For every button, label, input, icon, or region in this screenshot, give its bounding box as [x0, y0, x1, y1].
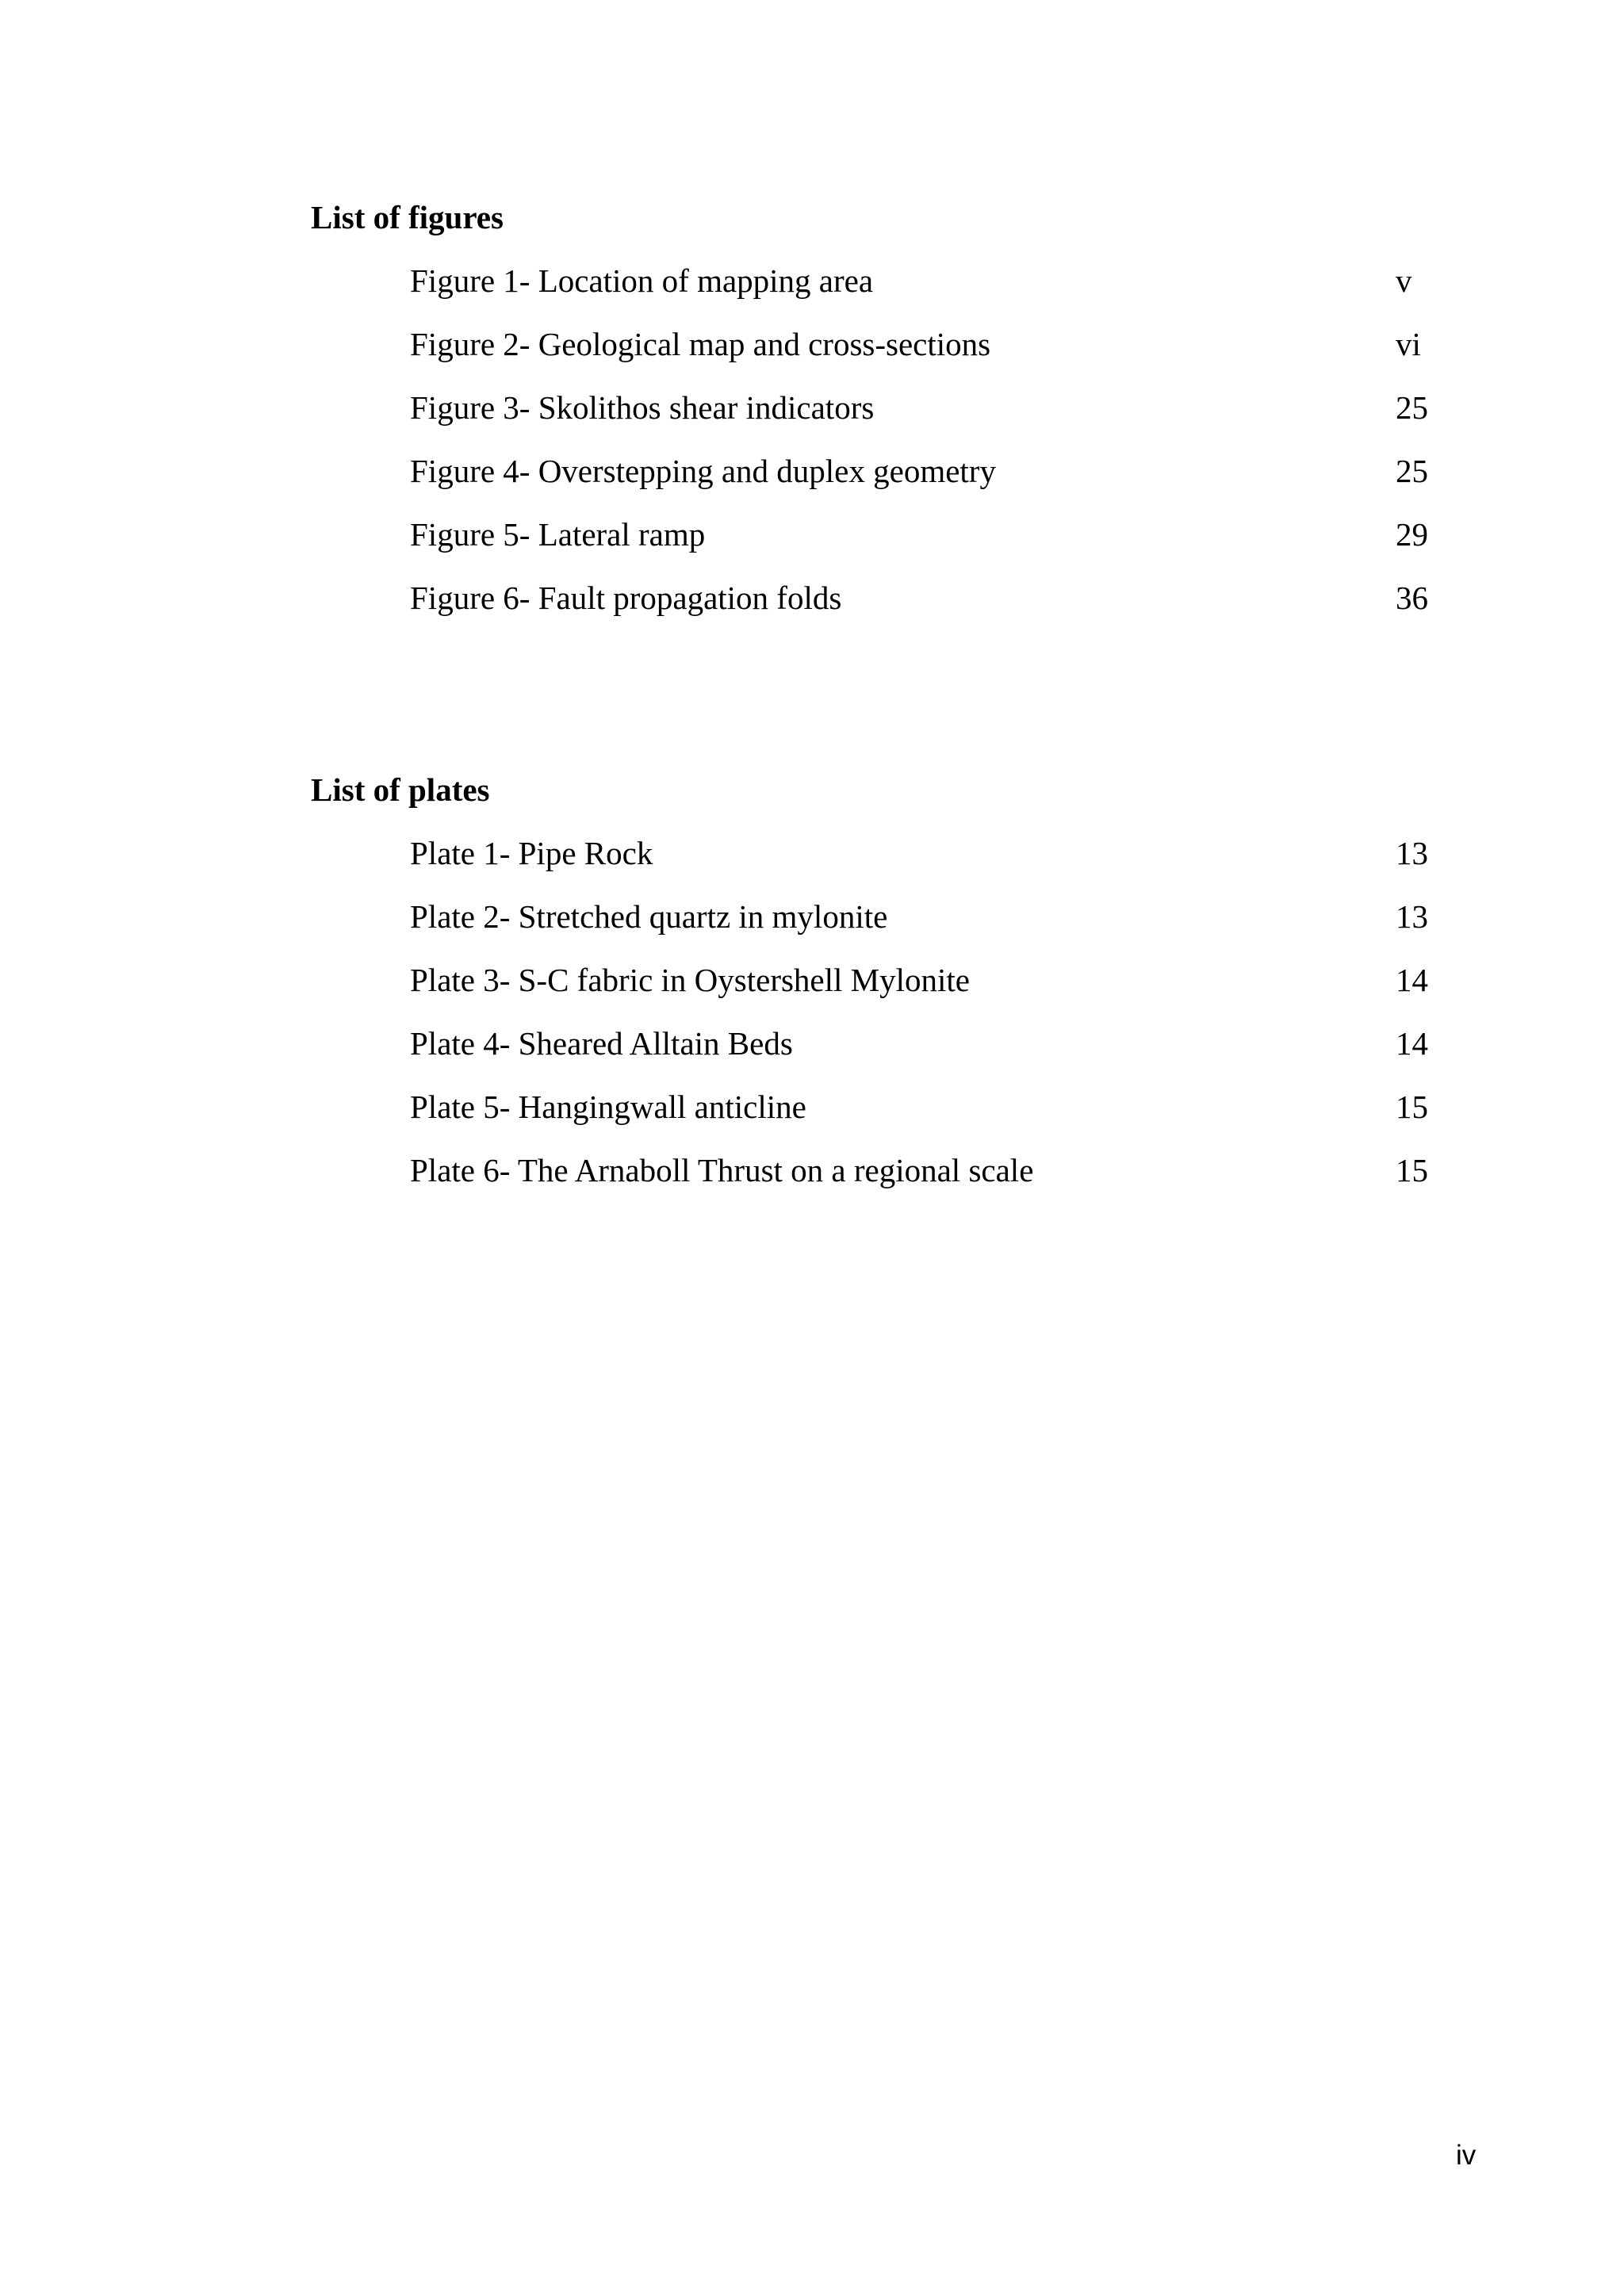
entry-label: Figure 4- Overstepping and duplex geometry [410, 453, 996, 489]
entry-page-number: 14 [1396, 1025, 1428, 1062]
plate-entry [311, 829, 1437, 893]
plates-heading: List of plates [311, 771, 490, 808]
list-of-figures [311, 193, 1437, 637]
figure-entry [311, 384, 1437, 447]
plates-list [311, 829, 1437, 1210]
plate-entry [311, 1083, 1437, 1146]
entry-page-number: v [1396, 262, 1412, 299]
figure-entry [311, 320, 1437, 384]
figure-entry [311, 447, 1437, 511]
entry-page-number: 29 [1396, 516, 1428, 553]
plate-entry [311, 1146, 1437, 1210]
figures-list [311, 257, 1437, 637]
entry-label: Plate 5- Hangingwall anticline [410, 1089, 806, 1125]
figure-entry [311, 511, 1437, 574]
entry-page-number: 25 [1396, 453, 1428, 489]
entry-page-number: 36 [1396, 580, 1428, 616]
plate-entry [311, 1020, 1437, 1083]
entry-page-number: 25 [1396, 389, 1428, 426]
plate-entry [311, 956, 1437, 1020]
entry-label: Plate 3- S-C fabric in Oystershell Mylonite [410, 962, 970, 998]
entry-page-number: 13 [1396, 835, 1428, 871]
list-of-plates [311, 766, 1437, 1210]
figure-entry [311, 574, 1437, 637]
figure-entry [311, 257, 1437, 320]
entry-label: Plate 1- Pipe Rock [410, 835, 653, 871]
entry-label: Plate 2- Stretched quartz in mylonite [410, 898, 888, 935]
entry-label: Plate 6- The Arnaboll Thrust on a regional scale [410, 1152, 1034, 1188]
entry-label: Plate 4- Sheared Alltain Beds [410, 1025, 793, 1062]
entry-page-number: 13 [1396, 898, 1428, 935]
figures-heading: List of figures [311, 199, 504, 235]
entry-page-number: 15 [1396, 1152, 1428, 1188]
page-number: iv [1456, 2140, 1477, 2171]
entry-page-number: 14 [1396, 962, 1428, 998]
plate-entry [311, 893, 1437, 956]
entry-label: Figure 3- Skolithos shear indicators [410, 389, 875, 426]
entry-label: Figure 2- Geological map and cross-sections [410, 326, 991, 362]
entry-label: Figure 6- Fault propagation folds [410, 580, 842, 616]
entry-label: Figure 1- Location of mapping area [410, 262, 874, 299]
entry-page-number: 15 [1396, 1089, 1428, 1125]
entry-label: Figure 5- Lateral ramp [410, 516, 706, 553]
entry-page-number: vi [1396, 326, 1421, 362]
